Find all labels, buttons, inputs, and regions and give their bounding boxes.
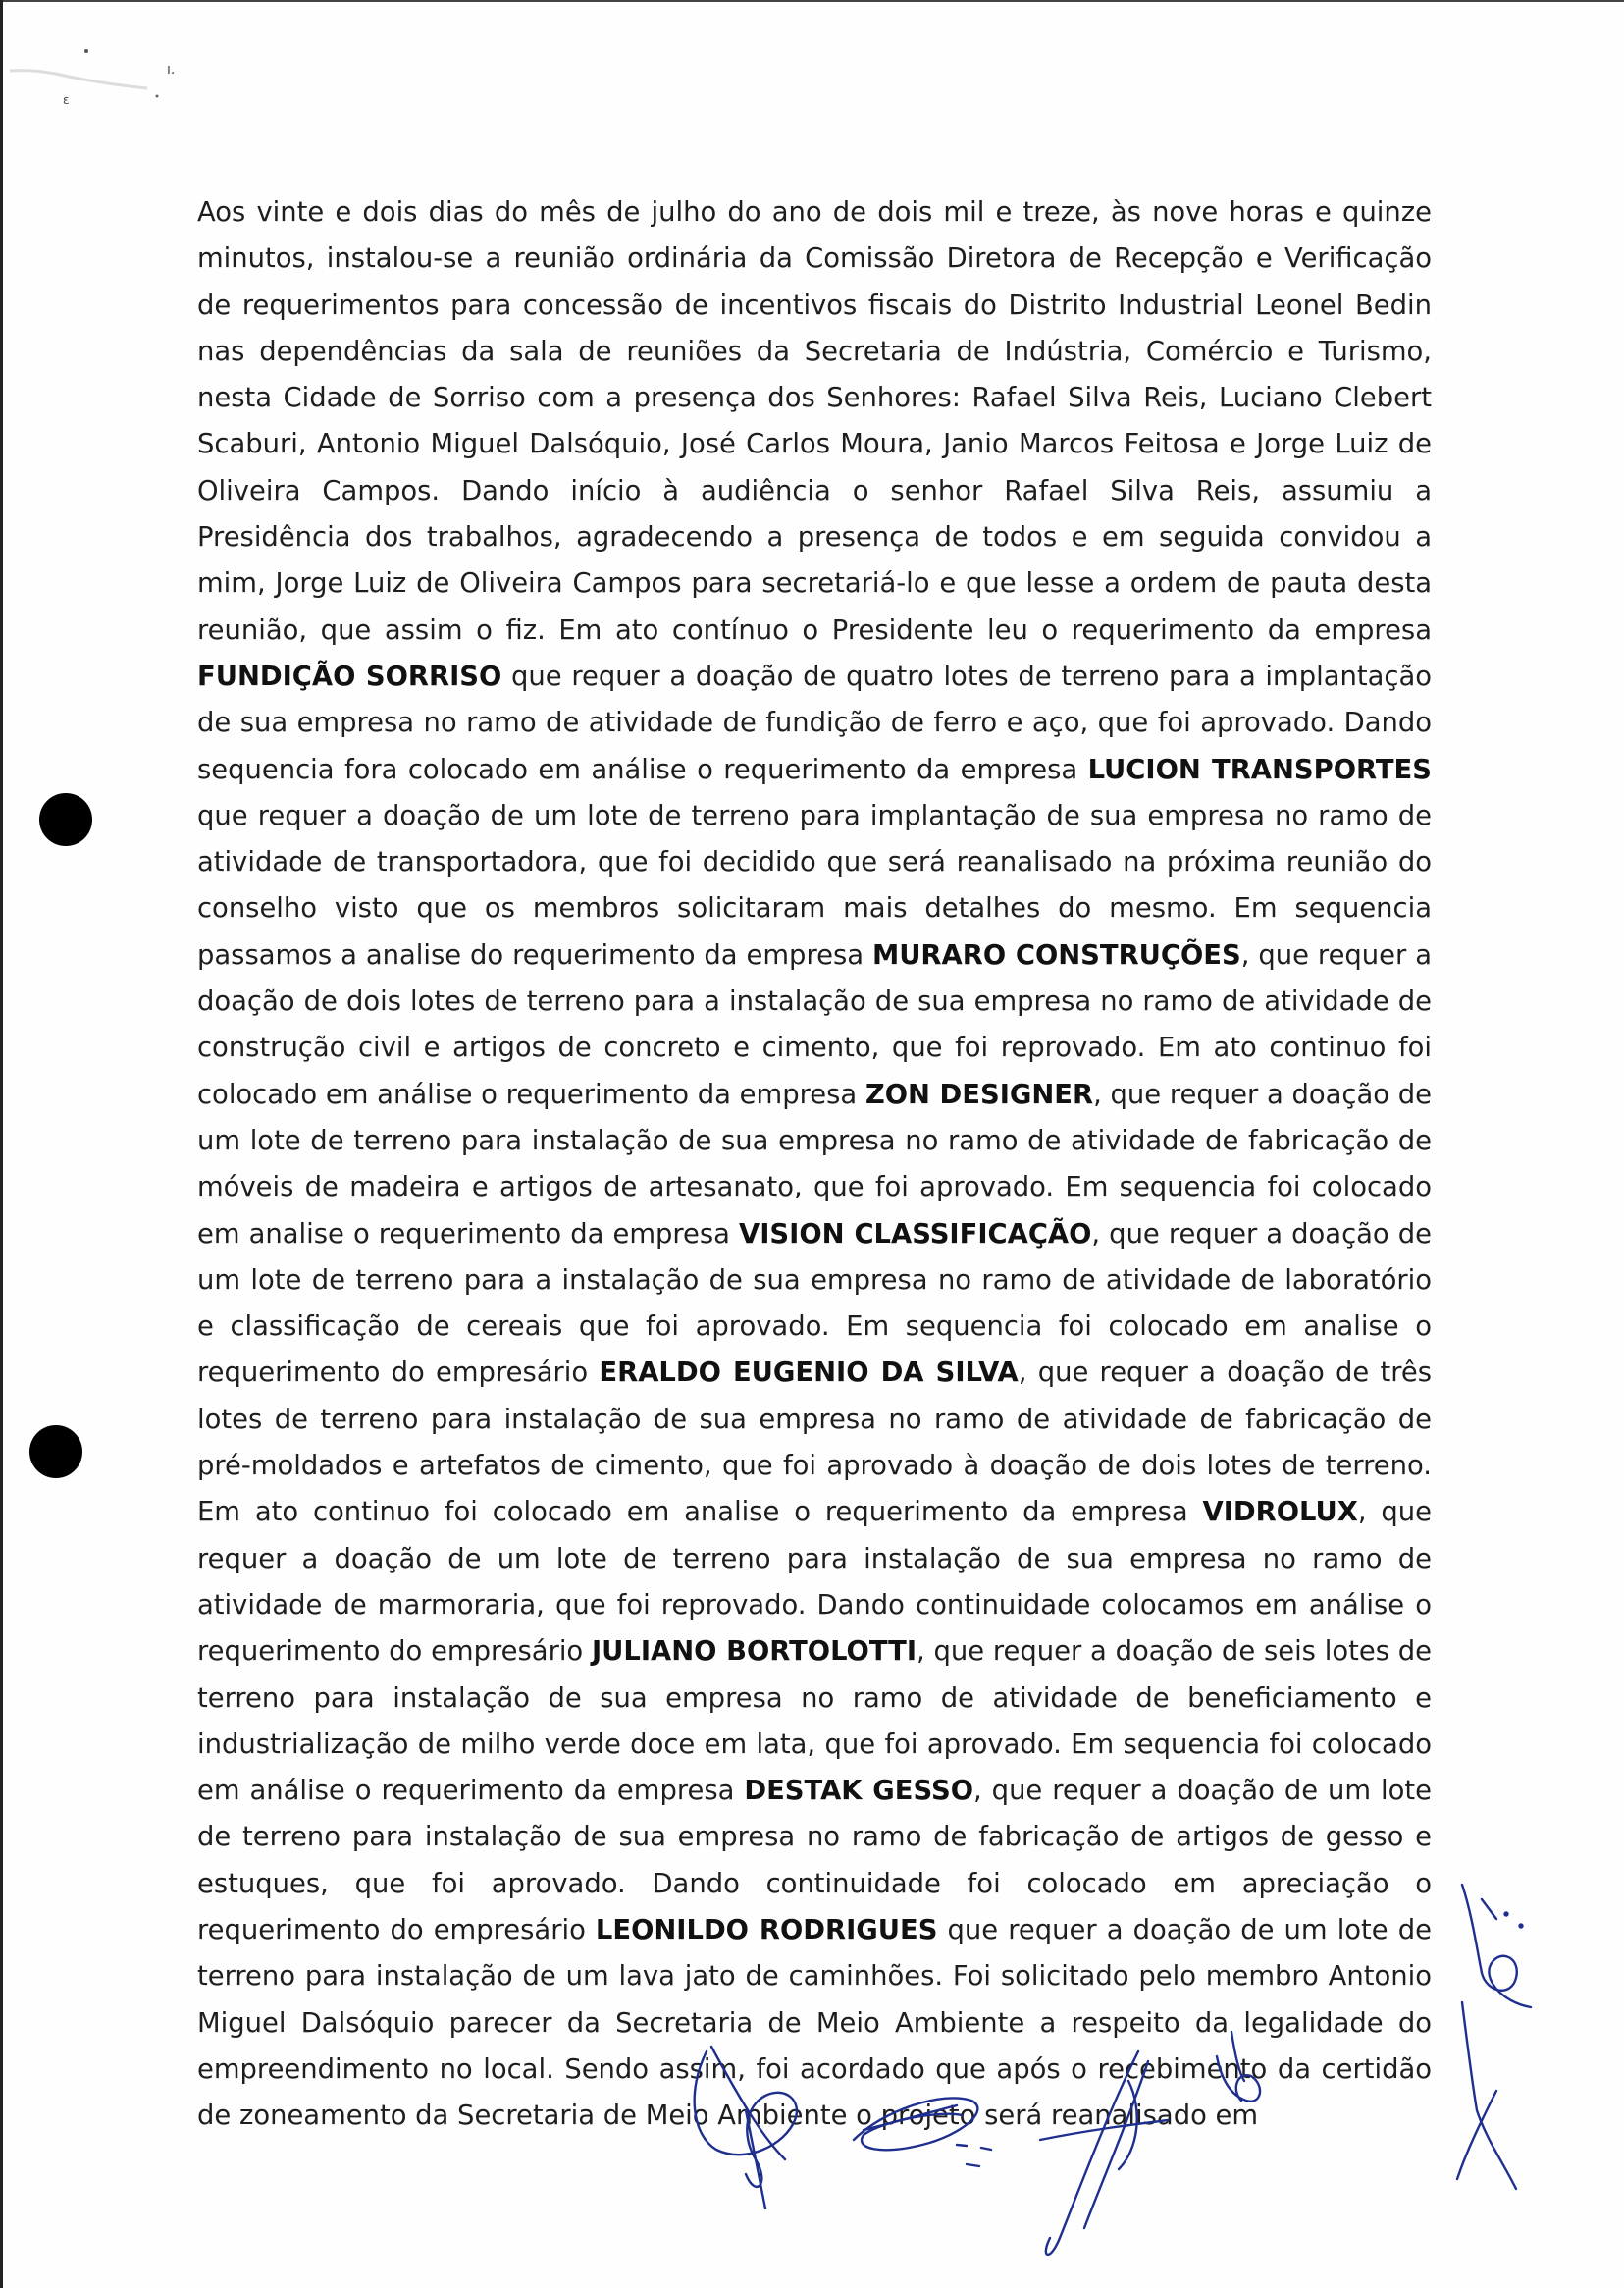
- scan-top-border: [0, 0, 1624, 2]
- punch-hole-upper: [39, 793, 92, 846]
- scan-left-edge: [0, 0, 3, 2288]
- company-name: MURARO CONSTRUÇÕES: [871, 939, 1241, 971]
- svg-text:ı.: ı.: [167, 62, 176, 78]
- company-name: DESTAK GESSO: [744, 1776, 974, 1807]
- body-text-run: que requer a doação de quatro lotes de terreno para a implantação de sua empresa no ramo de atividade de fundição de ferro e aço, que foi aprovado. Dando sequencia fora colocado em análise o requerimento da empresa: [197, 661, 1432, 785]
- body-text-run: , que requer a doação de um lote de terreno para instalação de sua empresa no ramo de atividade de fabricação de móveis de madeira e artigos de artesanato, que foi aprovado. Em sequencia foi colocado em analise o requerimento da empresa: [197, 1079, 1432, 1250]
- body-text-run: , que requer a doação de seis lotes de terreno para instalação de sua empresa no ramo de atividade de beneficiamento e industrialização de milho verde doce em lata, que foi aprovado. Em sequencia foi colocado em análise o requerimento da empresa: [197, 1636, 1432, 1807]
- company-name: JULIANO BORTOLOTTI: [591, 1636, 917, 1668]
- body-text-run: que requer a doação de um lote de terreno para implantação de sua empresa no ramo de atividade de transportadora, que foi decidido que será reanalisado na próxima reunião do conselho visto que os membros solicitaram mais detalhes do mesmo. Em sequencia passamos a analise do requerimento da empresa: [197, 800, 1432, 971]
- body-text-run: , que requer a doação de três lotes de terreno para instalação de sua empresa no ramo de atividade de fabricação de pré-moldados e artefatos de cimento, que foi aprovado à doação de dois lotes de terreno. Em ato continuo foi colocado em analise o requerimento da empresa: [197, 1357, 1432, 1528]
- company-name: LUCION TRANSPORTES: [1087, 754, 1432, 785]
- company-name: LEONILDO RODRIGUES: [595, 1914, 938, 1945]
- punch-hole-lower: [29, 1425, 82, 1478]
- body-text-run: que requer a doação de um lote de terreno para instalação de um lava jato de caminhões. Foi solicitado pelo membro Antonio Miguel Dalsóquio parecer da Secretaria de Meio Ambiente a respeito da legalidade do empreendimento no local. Sendo assim, foi acordado que após o recebimento da certidão de zoneamento da Secretaria de Meio Ambiente o projeto será reanalisado em: [197, 1914, 1432, 2132]
- scan-specks: [0, 0, 216, 147]
- body-text-run: , que requer a doação de um lote de terreno para instalação de sua empresa no ramo de fabricação de artigos de gesso e estuques, que foi aprovado. Dando continuidade foi colocado em apreciação o requerimento do empresário: [197, 1776, 1432, 1945]
- body-text-run: Aos vinte e dois dias do mês de julho do ano de dois mil e treze, às nove horas e quinze minutos, instalou-se a reunião ordinária da Comissão Diretora de Recepção e Verificação de requerimentos para concessão de incentivos fiscais do Distrito Industrial Leonel Bedin nas dependências da sala de reuniões da Secretaria de Indústria, Comércio e Turismo, nesta Cidade de Sorriso com a presença dos Senhores: Rafael Silva Reis, Luciano Clebert Scaburi, Antonio Miguel Dalsóquio, José Carlos Moura, Janio Marcos Feitosa e Jorge Luiz de Oliveira Campos. Dando início à audiência o senhor Rafael Silva Reis, assumiu a Presidência dos trabalhos, agradecendo a presença de todos e em seguida convidou a mim, Jorge Luiz de Oliveira Campos para secretariá-lo e que lesse a ordem de pauta desta reunião, que assim o fiz. Em ato contínuo o Presidente leu o requerimento da empresa: [197, 197, 1432, 646]
- company-name: VIDROLUX: [1202, 1497, 1358, 1528]
- company-name: ERALDO EUGENIO DA SILVA: [599, 1357, 1019, 1389]
- svg-text:ɛ: ɛ: [63, 93, 70, 107]
- margin-initials: [1457, 1885, 1531, 2189]
- body-text-run: , que requer a doação de dois lotes de terreno para a instalação de sua empresa no ramo de atividade de construção civil e artigos de concreto e cimento, que foi reprovado. Em ato continuo foi colocado em análise o requerimento da empresa: [197, 939, 1432, 1110]
- company-name: FUNDIÇÃO SORRISO: [197, 661, 502, 692]
- body-text-run: , que requer a doação de um lote de terreno para instalação de sua empresa no ramo de atividade de marmoraria, que foi reprovado. Dando continuidade colocamos em análise o requerimento do empresário: [197, 1497, 1433, 1668]
- company-name: ZON DESIGNER: [864, 1079, 1094, 1110]
- body-text-run: , que requer a doação de um lote de terreno para a instalação de sua empresa no ramo de atividade de laboratório e classificação de cereais que foi aprovado. Em sequencia foi colocado em analise o requerimento do empresário: [197, 1218, 1432, 1389]
- company-name: VISION CLASSIFICAÇÃO: [739, 1218, 1092, 1250]
- minutes-body-text: [197, 189, 1432, 2139]
